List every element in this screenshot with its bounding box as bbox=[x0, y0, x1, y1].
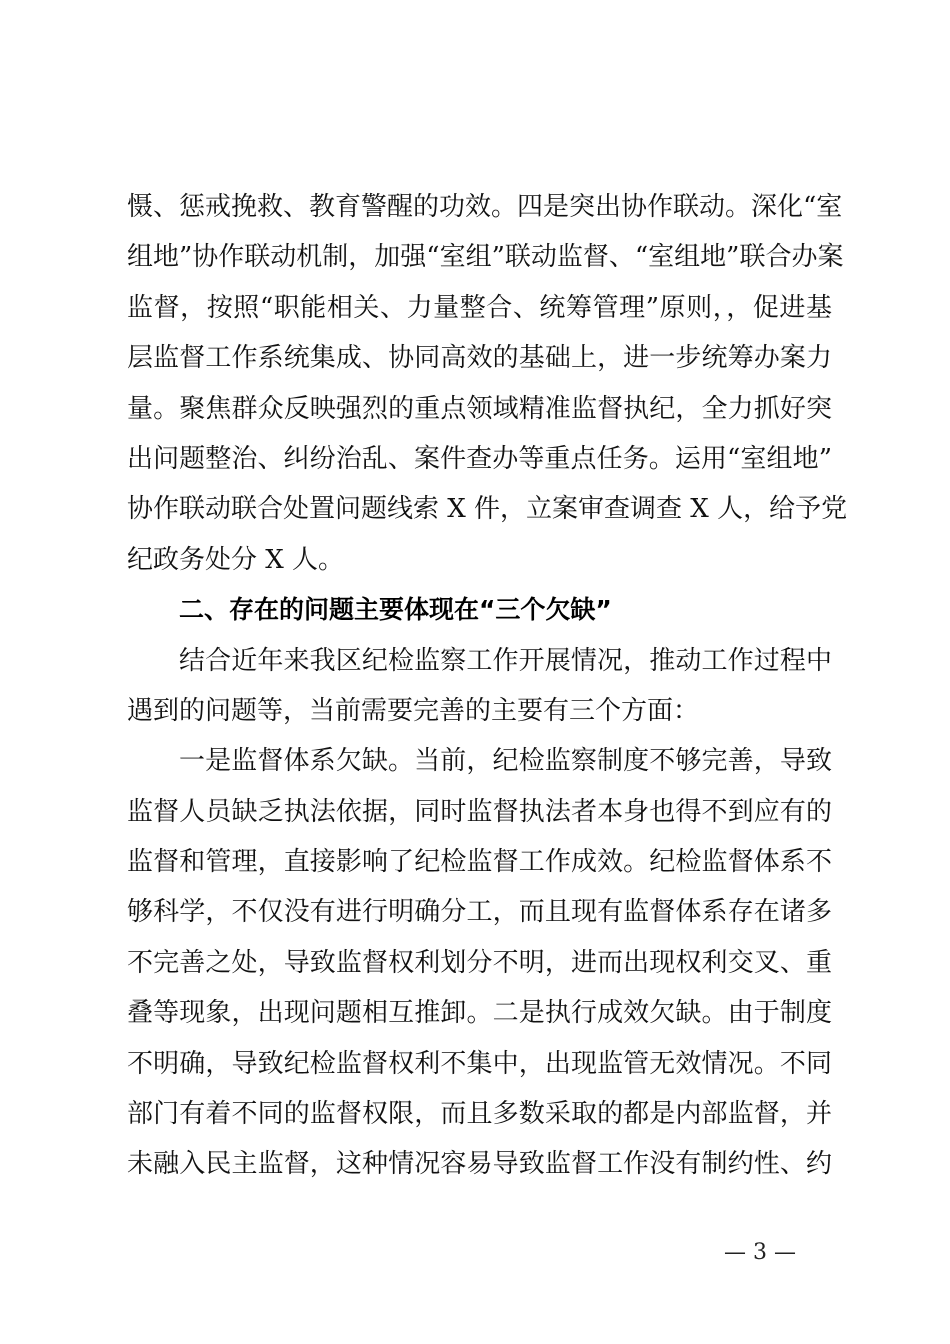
document-body bbox=[127, 182, 848, 1190]
section-heading: 二、存在的问题主要体现在“三个欠缺” bbox=[179, 595, 612, 625]
text-line: 遇到的问题等，当前需要完善的主要有三个方面： bbox=[127, 695, 700, 726]
page-number: — 3 — bbox=[724, 1240, 796, 1265]
text-line: 一是监督体系欠缺。当前，纪检监察制度不够完善，导致 bbox=[179, 746, 832, 777]
text-line: 叠等现象，出现问题相互推卸。二是执行成效欠缺。由于制度 bbox=[127, 998, 832, 1029]
text-line: 监督，按照“职能相关、力量整合、统筹管理”原则，，促进基 bbox=[127, 292, 832, 323]
text-line: 组地”协作联动机制，加强“室组”联动监督、“室组地”联合办案 bbox=[127, 242, 844, 273]
text-line: 结合近年来我区纪检监察工作开展情况，推动工作过程中 bbox=[179, 645, 832, 676]
text-line: 层监督工作系统集成、协同高效的基础上，进一步统筹办案力 bbox=[127, 343, 832, 374]
text-line: 协作联动联合处置问题线索 X 件，立案审查调查 X 人，给予党 bbox=[127, 494, 848, 525]
text-line: 不明确，导致纪检监督权利不集中，出现监管无效情况。不同 bbox=[127, 1048, 832, 1079]
text-line: 纪政务处分 X 人。 bbox=[127, 544, 345, 575]
text-line: 监督人员缺乏执法依据，同时监督执法者本身也得不到应有的 bbox=[127, 796, 832, 827]
text-line: 未融入民主监督，这种情况容易导致监督工作没有制约性、约 bbox=[127, 1149, 832, 1180]
text-line: 慑、惩戒挽救、教育警醒的功效。四是突出协作联动。深化“室 bbox=[127, 192, 843, 222]
text-line: 量。聚焦群众反映强烈的重点领域精准监督执纪，全力抓好突 bbox=[127, 393, 832, 424]
text-line: 不完善之处，导致监督权利划分不明，进而出现权利交叉、重 bbox=[127, 947, 832, 978]
text-line: 监督和管理，直接影响了纪检监督工作成效。纪检监督体系不 bbox=[127, 847, 832, 878]
text-line: 部门有着不同的监督权限，而且多数采取的都是内部监督，并 bbox=[127, 1099, 832, 1130]
text-line: 出问题整治、纠纷治乱、案件查办等重点任务。运用“室组地” bbox=[127, 443, 832, 474]
text-line: 够科学，不仅没有进行明确分工，而且现有监督体系存在诸多 bbox=[127, 897, 832, 928]
